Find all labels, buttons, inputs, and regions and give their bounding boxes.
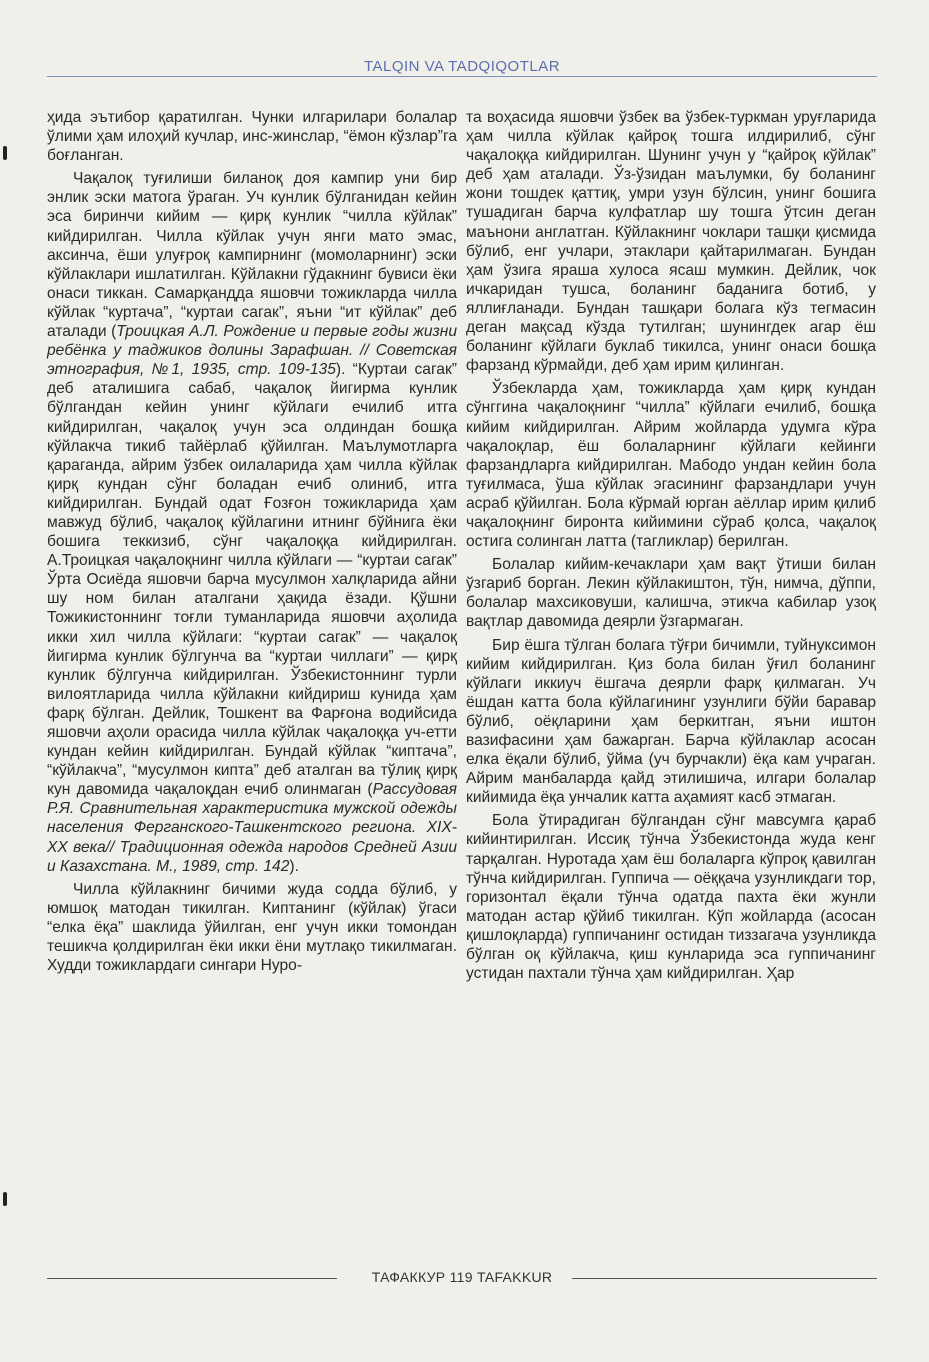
paragraph: Ўзбекларда ҳам, тожикларда ҳам қирқ кундан сўнггина чақалоқнинг “чилла” кўйлаги ечилиб, бошқа кийим кийдирилган. Айрим жойларда удумга кўра чақалоқлар, ёш болаларнинг кўйлаги кейинги фарзандларга кийдирилган. Мабодо ундан кейин бола туғилмаса, ўша кўйлак эгасининг фарзандлари учун асраб қўйилган. Бола кўрмай юрган аёллар ирим қилиб чақалоқнинг биронта кийимини сўраб қолса, чақалоқ остига солинган латта (тагликлар) берилган. <box>466 380 876 551</box>
footer-page-label: ТАФАККУР 119 TAFAKKUR <box>371 1269 553 1285</box>
paragraph: Болалар кийим-кечаклари ҳам вақт ўтиши билан ўзгариб борган. Лекин кўйлакиштон, тўн, нимча, дўппи, болалар махсиковуши, калишча, этикча кабилар узоқ вақтлар давомида деярли ўзгармаган. <box>466 556 876 631</box>
paragraph: Бир ёшга тўлган болага тўғри бичимли, туйнуксимон кийим кийдирилган. Қиз бола билан ўғил боланинг кўйлаги иккиуч ёшгача деярли фарқ қилмаган. Уч ёшдан катта бола кўйлагининг узунлиги бўйи баравар бўлиб, оёқларини ҳам беркитган, яъни иштон вазифасини ҳам бажарган. Барча кўйлаклар асосан елка ёқали бўлиб, ўйма (уч бурчакли) ёқа кам учраган. Айрим манбаларда қайд этилишича, илгари болалар кийимида ёқа унчалик катта аҳамият касб этмаган. <box>466 636 876 807</box>
footer-rule-right <box>572 1278 877 1279</box>
paragraph: Бола ўтирадиган бўлгандан сўнг мавсумга қараб кийинтирилган. Иссиқ тўнча Ўзбекистонда жуда кенг тарқалган. Нуротада ҳам ёш болаларга кўпроқ қавилган тўнча кийдирилган. Гуппича — оёққача узунликдаги тор, горизонтал ёқали тўнча одатда пахта ёки жунли матодан астар қўйиб тикилган. Кўп жойларда (асосан қишлоқларда) гуппичанинг остидан тиззагача узунликда бўлган оқ кўйлакча, қиш кунларида эса гуппичанинг устидан пахтали тўнча ҳам кийдирилган. Ҳар <box>466 812 876 983</box>
text-run: ). “Куртаи сагак” деб аталишига сабаб, чақалоқ йигирма кунлик бўлгандан кейин унинг кўйлаги ечилиб итга кийдирилган, чақалоқ учун эса олдиндан бошқа кўйлакча тикиб тайёрлаб қўйилган. Маълумотларга қараганда, айрим ўзбек оилаларида ҳам чилла кўйлак қирқ кундан сўнг боладан ечиб олиниб, итга кийдирилган. Бундай одат Ғозғон тожикларида ҳам мавжуд бўлиб, чақалоқ кўйлагини итнинг бўйнига ёки бошига теккизиб, сўнг чақалоққа кийдирилган. А.Троицкая чақалоқнинг чилла кўйлаги — “куртаи сагак” Ўрта Осиёда яшовчи барча мусулмон халқларида айни шу ном билан аталгани ҳақида ёзади. Қўшни Тожикистоннинг тоғли туманларида яшовчи аҳолида икки хил чилла кўйлаги: “куртаи сагак” — чақалоқ йигирма кунлик бўлгунча ва “куртаи чиллаги” — қирқ кунлик бўлгунча кийдирилган. Ўзбекистоннинг турли вилоятларида чилла кўйлакни кийдириш кунида ҳам фарқ бўлган. Дейлик, Тошкент ва Фарғона водийсида яшовчи аҳоли орасида чилла кўйлак чақалоққа уч-етти кундан кейин кийдирилган. Бундай кўйлак “киптача”, “кўйлакча”, “мусулмон кипта” деб аталган ва тўлиқ қирқ кун давомида чақалоқдан ечиб олинмаган ( <box>47 361 457 799</box>
text-run: ). <box>289 857 299 875</box>
paragraph: та воҳасида яшовчи ўзбек ва ўзбек-туркман уруғларида ҳам чилла кўйлак қайроқ тошга илдирилиб, сўнг чақалоққа кийдирилган. Шунинг учун у “қайроқ кўйлак” деб ҳам аталади. Ўз-ўзидан маълумки, бу боланинг жони тошдек қаттиқ, умри узун бўлсин, унинг бошига тушадиган барча кулфатлар шу тошга ўтсин деган маънони англатган. Кўйлакнинг чоклари ташқи қисмида бўлиб, енг учлари, этаклари қайтарилмаган. Бундан ҳам ўзига яраша хулоса ясаш мумкин. Дейлик, чок ичкаридан тушса, боланинг баданига ботиб, у яллиғланади. Бундан ташқари болага кўз тегмасин деган мақсад кўзда тутилган; шунингдек агар ёш боланинг кўйлаги буклаб тикилса, унинг онаси бошқа фарзанд кўрмайди, деб ҳам ирим қилинган. <box>466 109 876 375</box>
running-header <box>47 56 877 82</box>
paragraph <box>47 169 457 875</box>
running-footer <box>47 1268 877 1288</box>
right-column <box>466 108 876 983</box>
citation: Рассудовая Р.Я. Сравнительная характеристика мужской одежды населения Ферганского-Ташкентского региона. XIX-XX века// Традиционная одежда народов Средней Азии и Казахстана. М., 1989, стр. 142 <box>47 781 457 875</box>
left-column <box>47 108 457 975</box>
binder-hole-mark <box>3 1192 7 1206</box>
header-rule <box>47 76 877 77</box>
paragraph: Чилла кўйлакнинг бичими жуда содда бўлиб, у юмшоқ матодан тикилган. Киптанинг (кўйлак) ўгаси “елка ёқа” шаклида ўйилган, енг учун икки томондан тешикча қолдирилган ёки икки ёни мутлақо тикилмаган. Худди тожиклардаги сингари Нуро- <box>47 880 457 975</box>
citation: Троицкая А.Л. Рождение и первые годы жизни ребёнка у таджиков долины Зарафшан. // Советская этнография, №1, 1935, стр. 109-135 <box>47 323 457 379</box>
header-title: TALQIN VA TADQIQOTLAR <box>363 58 561 75</box>
paragraph: ҳида эътибор қаратилган. Чунки илгарилари болалар ўлими ҳам илоҳий кучлар, инс-жинслар, “ёмон кўзлар”га боғланган. <box>47 109 457 165</box>
text-run: Чақалоқ туғилиши биланоқ доя кампир уни бир энлик эски матога ўраган. Уч кунлик бўлганидан кейин эса биринчи кийим — қирқ кунлик “чилла кўйлак” кийдирилган. Чилла кўйлак учун янги мато эмас, аксинча, ёши улуғроқ кампирнинг (момоларнинг) эски кўйлаклари ишлатилган. Кўйлакни гўдакнинг бувиси ёки онаси тиккан. Самарқандда яшовчи тожикларда чилла кўйлак “куртача”, “куртаи сагак”, яъни “ит кўйлак” деб аталади ( <box>47 170 457 341</box>
binder-hole-mark <box>3 146 7 160</box>
